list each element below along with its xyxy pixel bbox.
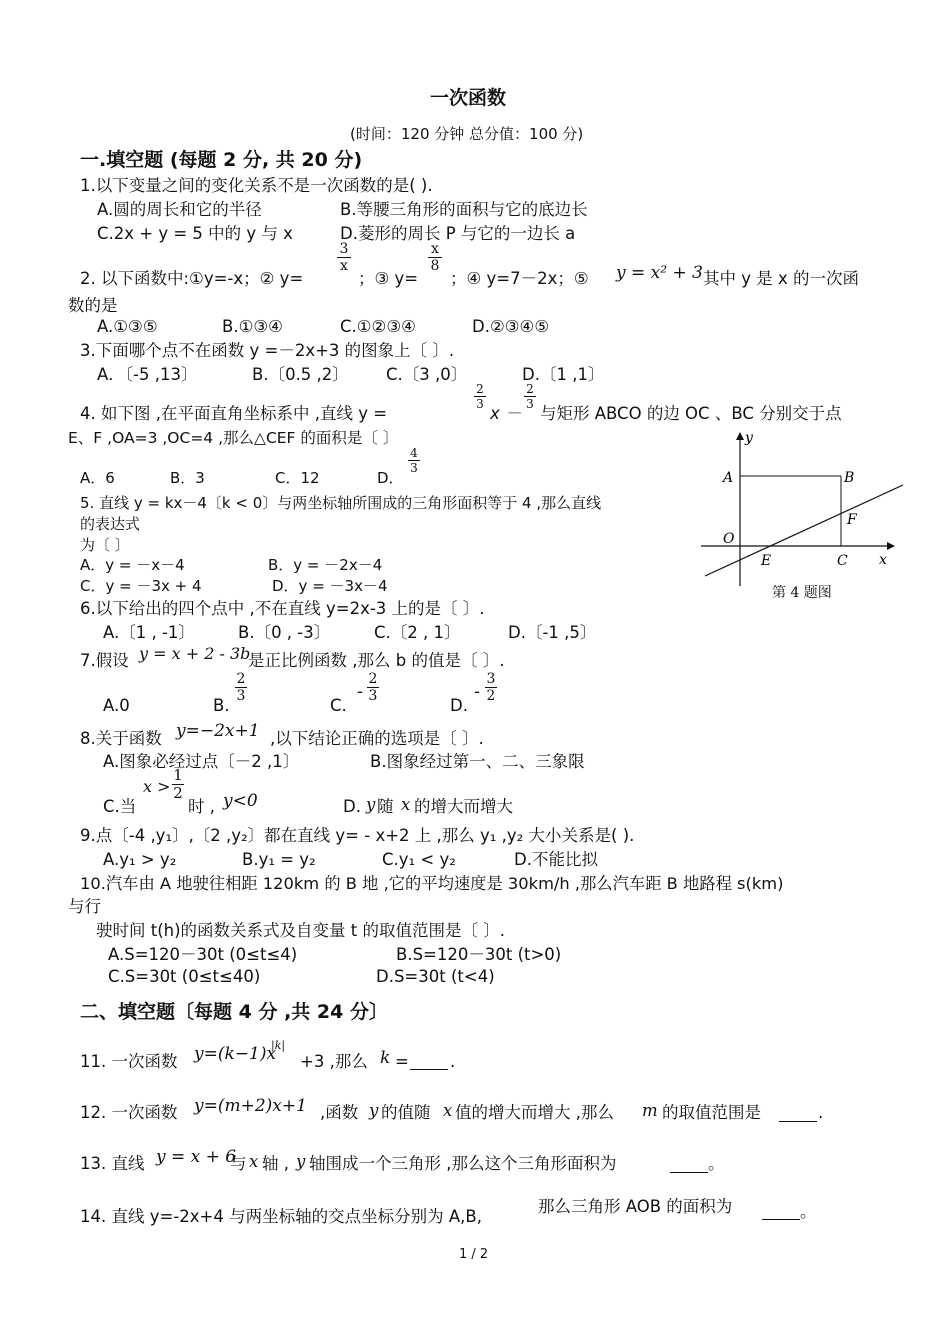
q9-option-d: D.不能比拟 xyxy=(514,850,598,869)
q12-expression: y=(m+2)x+1 xyxy=(194,1096,307,1116)
q7-option-b: B. xyxy=(213,696,230,715)
q7-option-b-fraction xyxy=(235,672,247,703)
q6-option-a: A.〔1 , -1〕 xyxy=(103,623,195,642)
q4-option-a: A．6 xyxy=(80,469,115,487)
q2-frac2-numerator: x xyxy=(431,241,439,257)
q11-exponent: |k| xyxy=(271,1039,286,1052)
q8-option-d-end: 的增大而增大 xyxy=(414,797,513,816)
q12-mid-a: ,函数 xyxy=(320,1103,359,1122)
q2-frac1-denominator: x xyxy=(340,258,348,274)
q7-d-denominator: 2 xyxy=(486,688,496,704)
q12-mid-c: 值的增大而增大 ,那么 xyxy=(455,1103,614,1122)
q2-stem-d: 其中 y 是 x 的一次函 xyxy=(703,269,860,288)
q7-option-d: D. xyxy=(450,696,468,715)
q8-option-d-var-x: x xyxy=(401,795,411,814)
q12-var-m: m xyxy=(642,1101,658,1120)
label-x: x xyxy=(879,552,887,568)
q10-option-c: C.S=30t (0≤t≤40) xyxy=(108,967,261,986)
q7-option-c-fraction xyxy=(367,672,379,703)
q12-mid-b: 的值随 xyxy=(381,1103,431,1122)
q11-var-k: k xyxy=(380,1048,391,1068)
label-f: F xyxy=(847,512,857,528)
q5-option-b: B．y = －2x－4 xyxy=(268,556,383,574)
q7-c-numerator: 2 xyxy=(368,671,378,687)
q6-option-d: D.〔-1 ,5〕 xyxy=(508,623,597,642)
q14-mid: 那么三角形 AOB 的面积为 xyxy=(538,1197,733,1216)
q8-c-numerator: 1 xyxy=(173,766,183,784)
q4-stem-a: 4. 如下图 ,在平面直角坐标系中 ,直线 y = xyxy=(80,404,388,423)
q4-fraction-1 xyxy=(474,383,486,410)
label-c: C xyxy=(837,553,848,569)
q4-stem-x: x － xyxy=(490,404,522,423)
q1-option-d: D.菱形的周长 P 与它的一边长 a xyxy=(340,224,576,243)
page-title: 一次函数 xyxy=(430,87,507,109)
q11-equals: = xyxy=(395,1052,409,1071)
q11-expression: y=(k−1)x xyxy=(194,1044,277,1064)
section1-heading: 一.填空题 (每题 2 分, 共 20 分) xyxy=(80,149,363,171)
q7-stem-b: 是正比例函数 ,那么 b 的值是〔 〕. xyxy=(248,651,505,670)
q6-option-b: B.〔0 , -3〕 xyxy=(238,623,331,642)
q7-option-a: A.0 xyxy=(103,696,130,715)
q13-var-x: x xyxy=(249,1152,259,1171)
q8-option-d-lead: D. xyxy=(343,797,361,816)
q9-option-a: A.y₁ > y₂ xyxy=(103,850,177,869)
q11-lead: 11. 一次函数 xyxy=(80,1052,178,1071)
q14-end: 。 xyxy=(800,1202,817,1221)
q8-option-c-lead: C.当 xyxy=(103,797,137,816)
q7-option-d-sign: - xyxy=(474,682,480,701)
q9-stem: 9.点〔-4 ,y₁〕,〔2 ,y₂〕都在直线 y= - x+2 上 ,那么 y₁ ,y₂ 大小关系是( ). xyxy=(80,826,635,845)
y-axis-arrow xyxy=(736,432,744,440)
q7-stem-a: 7.假设 xyxy=(80,651,129,670)
q1-option-c: C.2x + y = 5 中的 y 与 x xyxy=(97,224,293,243)
q7-d-numerator: 3 xyxy=(486,671,496,687)
page-number: 1 / 2 xyxy=(459,1247,489,1262)
figure-4-caption: 第 4 题图 xyxy=(772,585,832,601)
q2-fraction-2 xyxy=(428,242,442,273)
q10-option-d: D.S=30t (t<4) xyxy=(376,967,495,986)
q7-option-d-fraction xyxy=(485,672,497,703)
q13-end: 。 xyxy=(708,1154,725,1173)
q8-option-c-mid: 时 , xyxy=(188,797,215,816)
q8-stem-b: ,以下结论正确的选项是〔 〕. xyxy=(270,729,484,748)
x-axis-arrow xyxy=(887,542,895,550)
q2-stem-b: ；③ y= xyxy=(358,269,419,288)
q2-stem-a: 2. 以下函数中:①y=-x；② y= xyxy=(80,269,304,288)
q3-option-b: B.〔0.5 ,2〕 xyxy=(252,365,349,384)
q2-option-d: D.②③④⑤ xyxy=(472,317,550,336)
q2-stem-c: ；④ y=7－2x；⑤ xyxy=(450,269,589,288)
q5-stem-a: 5. 直线 y = kx－4〔k < 0〕与两坐标轴所围成的三角形面积等于 4 ,那么直线 xyxy=(80,494,602,512)
q14-lead: 14. 直线 y=-2x+4 与两坐标轴的交点坐标分别为 A,B, xyxy=(80,1207,482,1226)
q8-option-d-var-y: y xyxy=(366,795,376,814)
q8-option-c-expression: x > xyxy=(143,777,171,796)
q13-expression: y = x + 6 xyxy=(156,1147,237,1167)
q5-option-a: A．y = －x－4 xyxy=(80,556,185,574)
q1-option-b: B.等腰三角形的面积与它的底边长 xyxy=(340,200,588,219)
q2-option-c: C.①②③④ xyxy=(340,317,416,336)
label-o: O xyxy=(723,531,735,547)
q4-frac2-denominator: 3 xyxy=(526,397,534,411)
q3-option-a: A．〔-5 ,13〕 xyxy=(97,365,198,384)
q3-stem: 3.下面哪个点不在函数 y =－2x+3 的图象上〔 〕. xyxy=(80,341,455,360)
q4-frac1-numerator: 2 xyxy=(476,382,484,396)
q2-option-a: A.①③⑤ xyxy=(97,317,158,336)
q14-answer-blank[interactable] xyxy=(762,1218,800,1220)
q10-stem-c: 驶时间 t(h)的函数关系式及自变量 t 的取值范围是〔 〕. xyxy=(96,921,505,940)
q5-option-c: C．y = －3x + 4 xyxy=(80,577,202,595)
q8-expression: y=−2x+1 xyxy=(176,721,260,741)
q1-option-a: A.圆的周长和它的半径 xyxy=(97,200,262,219)
q8-option-b: B.图象经过第一、二、三象限 xyxy=(370,752,585,771)
q2-option-b: B.①③④ xyxy=(222,317,283,336)
q8-option-a: A.图象必经过点〔－2 ,1〕 xyxy=(103,752,300,771)
q3-option-c: C.〔3 ,0〕 xyxy=(386,365,468,384)
q5-option-d: D．y = －3x－4 xyxy=(272,577,388,595)
q8-option-d-mid: 随 xyxy=(377,797,394,816)
label-a: A xyxy=(723,470,734,486)
q6-stem: 6.以下给出的四个点中 ,不在直线 y=2x-3 上的是〔 〕. xyxy=(80,599,485,618)
q10-stem-a: 10.汽车由 A 地驶往相距 120km 的 B 地 ,它的平均速度是 30km/h ,那么汽车距 B 地路程 s(km) xyxy=(80,874,784,893)
q10-option-a: A.S=120－30t (0≤t≤4) xyxy=(108,945,298,964)
q13-lead: 13. 直线 xyxy=(80,1154,145,1173)
q12-lead: 12. 一次函数 xyxy=(80,1103,178,1122)
label-e: E xyxy=(761,553,772,569)
q8-option-c-fraction xyxy=(172,768,184,801)
q13-answer-blank[interactable] xyxy=(670,1171,708,1173)
q4-fraction-2 xyxy=(524,383,536,410)
q1-stem: 1.以下变量之间的变化关系不是一次函数的是( ). xyxy=(80,176,433,195)
q13-var-y: y xyxy=(296,1152,306,1171)
q13-mid-b: 轴 , xyxy=(262,1154,289,1173)
label-b: B xyxy=(844,470,855,486)
q7-b-denominator: 3 xyxy=(236,688,246,704)
q4-stem-b: 与矩形 ABCO 的边 OC 、BC 分别交于点 xyxy=(540,404,842,423)
label-y: y xyxy=(745,430,753,446)
q9-option-c: C.y₁ < y₂ xyxy=(382,850,456,869)
q11-end: . xyxy=(450,1052,456,1071)
q9-option-b: B.y₁ = y₂ xyxy=(242,850,316,869)
q12-var-x: x xyxy=(443,1101,453,1120)
q2-expression-5: y = x² + 3 xyxy=(616,263,703,283)
figure-4-diagram xyxy=(695,428,910,608)
q6-option-c: C.〔2 , 1〕 xyxy=(374,623,461,642)
q8-option-c-expression-2: y<0 xyxy=(223,791,258,811)
q12-var-y: y xyxy=(369,1101,379,1120)
q3-option-d: D.〔1 ,1〕 xyxy=(522,365,605,384)
q13-mid-c: 轴围成一个三角形 ,那么这个三角形面积为 xyxy=(309,1154,617,1173)
page-subtitle: (时间：120 分钟 总分值：100 分) xyxy=(350,125,584,143)
q7-option-c-sign: - xyxy=(357,682,363,701)
q4-frac2-numerator: 2 xyxy=(526,382,534,396)
q5-stem-c: 为〔 〕 xyxy=(80,536,130,554)
q4-option-c: C．12 xyxy=(275,469,320,487)
line-ef xyxy=(705,485,903,576)
q8-c-denominator: 2 xyxy=(173,784,183,802)
q11-answer-blank[interactable] xyxy=(410,1068,448,1070)
q11-mid: +3 ,那么 xyxy=(300,1052,368,1071)
q2-stem-e: 数的是 xyxy=(68,296,118,315)
q12-mid-d: 的取值范围是 xyxy=(662,1103,761,1122)
section2-heading: 二、填空题〔每题 4 分 ,共 24 分〕 xyxy=(80,1001,388,1023)
q4-option-d: D． xyxy=(377,469,404,487)
q2-frac2-denominator: 8 xyxy=(430,258,440,274)
q7-expression: y = x + 2 - 3b xyxy=(139,644,251,663)
q8-stem-a: 8.关于函数 xyxy=(80,729,162,748)
q4-stem-c: E、F ,OA=3 ,OC=4 ,那么△CEF 的面积是〔 〕 xyxy=(68,429,399,447)
q4-option-d-fraction xyxy=(408,447,420,474)
q7-c-denominator: 3 xyxy=(368,688,378,704)
q13-mid-a: 与 xyxy=(230,1154,247,1173)
q7-option-c: C. xyxy=(330,696,347,715)
q4-d-denominator: 3 xyxy=(410,461,418,475)
q7-b-numerator: 2 xyxy=(236,671,246,687)
q12-end: . xyxy=(818,1103,824,1122)
q4-d-numerator: 4 xyxy=(410,446,418,460)
q10-option-b: B.S=120－30t (t>0) xyxy=(396,945,562,964)
q5-stem-b: 的表达式 xyxy=(80,515,141,533)
q2-fraction-1 xyxy=(337,242,351,273)
q4-option-b: B．3 xyxy=(170,469,205,487)
q4-frac1-denominator: 3 xyxy=(476,397,484,411)
q10-stem-b: 与行 xyxy=(68,897,101,916)
q12-answer-blank[interactable] xyxy=(779,1120,817,1122)
q2-frac1-numerator: 3 xyxy=(339,241,349,257)
